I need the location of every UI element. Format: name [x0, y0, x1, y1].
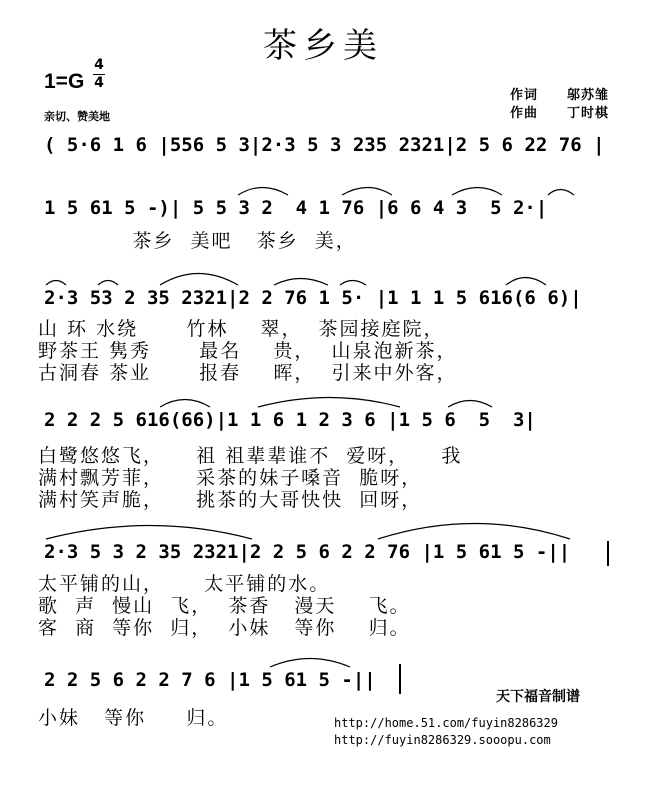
time-signature-bottom: 4: [94, 75, 104, 91]
slur: [98, 281, 118, 286]
publisher-brand: 天下福音制谱: [496, 689, 580, 705]
score-row-5-notes: 2·3 5 3 2 35 2321|2 2 5 6 2 2 76 |1 5 61 5 -||: [44, 541, 571, 563]
slur: [340, 281, 366, 286]
score-row-3-lyric-3: 古洞春 茶业 报春 晖， 引来中外客，: [38, 362, 458, 384]
slur: [258, 398, 400, 408]
song-title: 茶乡美: [263, 26, 383, 66]
score-row-3-lyric-1: 山 环 水绕 竹林 翠， 茶园接庭院，: [38, 318, 445, 340]
slur: [342, 188, 392, 196]
score-row-2-lyric-1: 茶乡 美吧 茶乡 美，: [44, 230, 357, 252]
composer-name: 丁时棋: [567, 106, 610, 121]
slur: [274, 279, 328, 286]
score-row-1-notes: ( 5·6 1 6 |556 5 3|2·3 5 3 235 2321|2 5 6 22 76 |: [44, 134, 605, 156]
score-row-3-notes: 2·3 53 2 35 2321|2 2 76 1 5· |1 1 1 5 616(6 6)|: [44, 287, 582, 309]
score-row-4-lyric-2: 满村飘芳菲， 采茶的妹子嗓音 脆呀，: [38, 467, 423, 489]
slur: [548, 190, 574, 196]
slur: [506, 278, 546, 286]
slur: [448, 401, 492, 408]
score-row-2-notes: 1 5 61 5 -)| 5 5 3 2 4 1 76 |6 6 4 3 5 2·|: [44, 197, 548, 219]
tempo-mood-marking: 亲切、赞美地: [44, 110, 110, 123]
lyricist-label: 作词: [510, 88, 539, 103]
slur: [378, 524, 570, 540]
slur: [160, 274, 238, 286]
score-row-4-lyric-3: 满村笑声脆， 挑茶的大哥快快 回呀，: [38, 489, 423, 511]
publisher-url-2[interactable]: http://fuyin8286329.sooopu.com: [334, 733, 551, 747]
score-row-6-lyric-1: 小妹 等你 归。: [38, 707, 229, 729]
score-row-5-lyric-3: 客 商 等你 归， 小妹 等你 归。: [38, 617, 411, 639]
score-row-4-notes: 2 2 2 5 616(66)|1 1 6 1 2 3 6 |1 5 6 5 3|: [44, 409, 536, 431]
score-row-3-lyric-2: 野茶王 隽秀 最名 贵， 山泉泡新茶，: [38, 340, 458, 362]
time-signature-top: 4: [94, 57, 104, 73]
lyricist-name: 邬苏雏: [567, 88, 610, 103]
score-row-6-notes: 2 2 5 6 2 2 7 6 |1 5 61 5 -||: [44, 669, 376, 691]
key-signature: 1=G: [44, 70, 85, 93]
slur: [270, 659, 350, 668]
slur: [46, 281, 66, 286]
score-row-4-lyric-1: 白鹭悠悠飞， 祖 祖辈辈谁不 爱呀， 我: [38, 445, 463, 467]
slur: [160, 400, 210, 408]
composer-label: 作曲: [510, 106, 539, 121]
slur: [452, 188, 502, 196]
score-row-5-lyric-1: 太平铺的山， 太平铺的水。: [38, 573, 331, 595]
score-row-5-lyric-2: 歌 声 慢山 飞， 茶香 漫天 飞。: [38, 595, 411, 617]
publisher-url-1[interactable]: http://home.51.com/fuyin8286329: [334, 716, 558, 730]
slur: [238, 188, 288, 196]
slur: [46, 526, 252, 540]
